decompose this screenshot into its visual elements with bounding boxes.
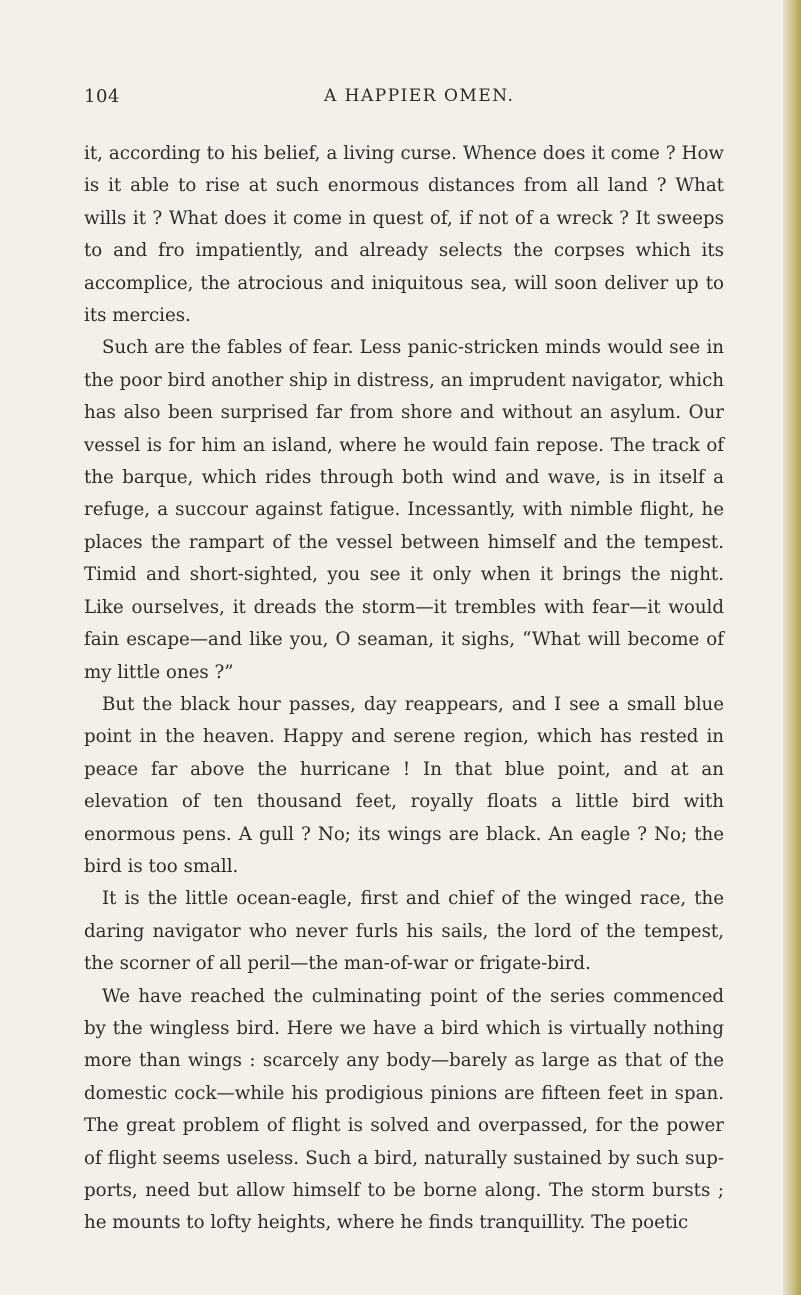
paragraph: Such are the fables of fear. Less panic-stricken minds would see in the poor bird another ship in distress, an imprudent navigator, which has also been surprised far from shore and without an asylum. Our vessel is for him an island, where he would fain repose. The track of the barque, which rides through both wind and wave, is in itself a refuge, a succour against fatigue. Incessantly, with nimble flight, he places the rampart of the vessel between himself and the tempest. Timid and short-sighted, you see it only when it brings the night. Like ourselves, it dreads the storm—it trembles with fear—it would fain escape—and like you, O seaman, it sighs, “What will become of my little ones ?” <box>84 337 724 683</box>
paragraph: it, according to his belief, a living curse. Whence does it come ? How is it able to rise at such enormous distances from all land ? What wills it ? What does it come in quest of, if not of a wreck ? It sweeps to and fro impatiently, and already selects the corpses which its accomplice, the atrocious and iniquitous sea, will soon deliver up to its mercies. <box>84 143 724 327</box>
page-header <box>84 86 724 110</box>
page-edge-discoloration <box>783 0 801 1295</box>
paragraph: But the black hour passes, day reappears, and I see a small blue point in the heaven. Happy and serene region, which has rested in peace far above the hurricane ! In that blue point, and at an elevation of ten thousand feet, royally floats a little bird with enormous pens. A gull ? No; its wings are black. An eagle ? No; the bird is too small. <box>84 693 724 877</box>
paragraph: It is the little ocean-eagle, first and chief of the winged race, the daring navigator who never furls his sails, the lord of the tempest, the scorner of all peril—the man-of-war or frigate-bird. <box>84 888 724 975</box>
paragraph: We have reached the culminating point of the series commenced by the wingless bird. Here we have a bird which is virtually nothing more than wings : scarcely any body—barely as large as that of the domestic cock—while his prodigious pinions are fifteen feet in span. The great problem of flight is solved and overpassed, for the power of flight seems useless. Such a bird, naturally sustained by such sup-ports, need but allow himself to be borne along. The storm bursts ; he mounts to lofty heights, where he finds tranquillity. The poetic <box>84 985 724 1234</box>
page-number: 104 <box>84 86 120 107</box>
running-title: A HAPPIER OMEN. <box>324 86 515 106</box>
body-text <box>84 138 724 1240</box>
